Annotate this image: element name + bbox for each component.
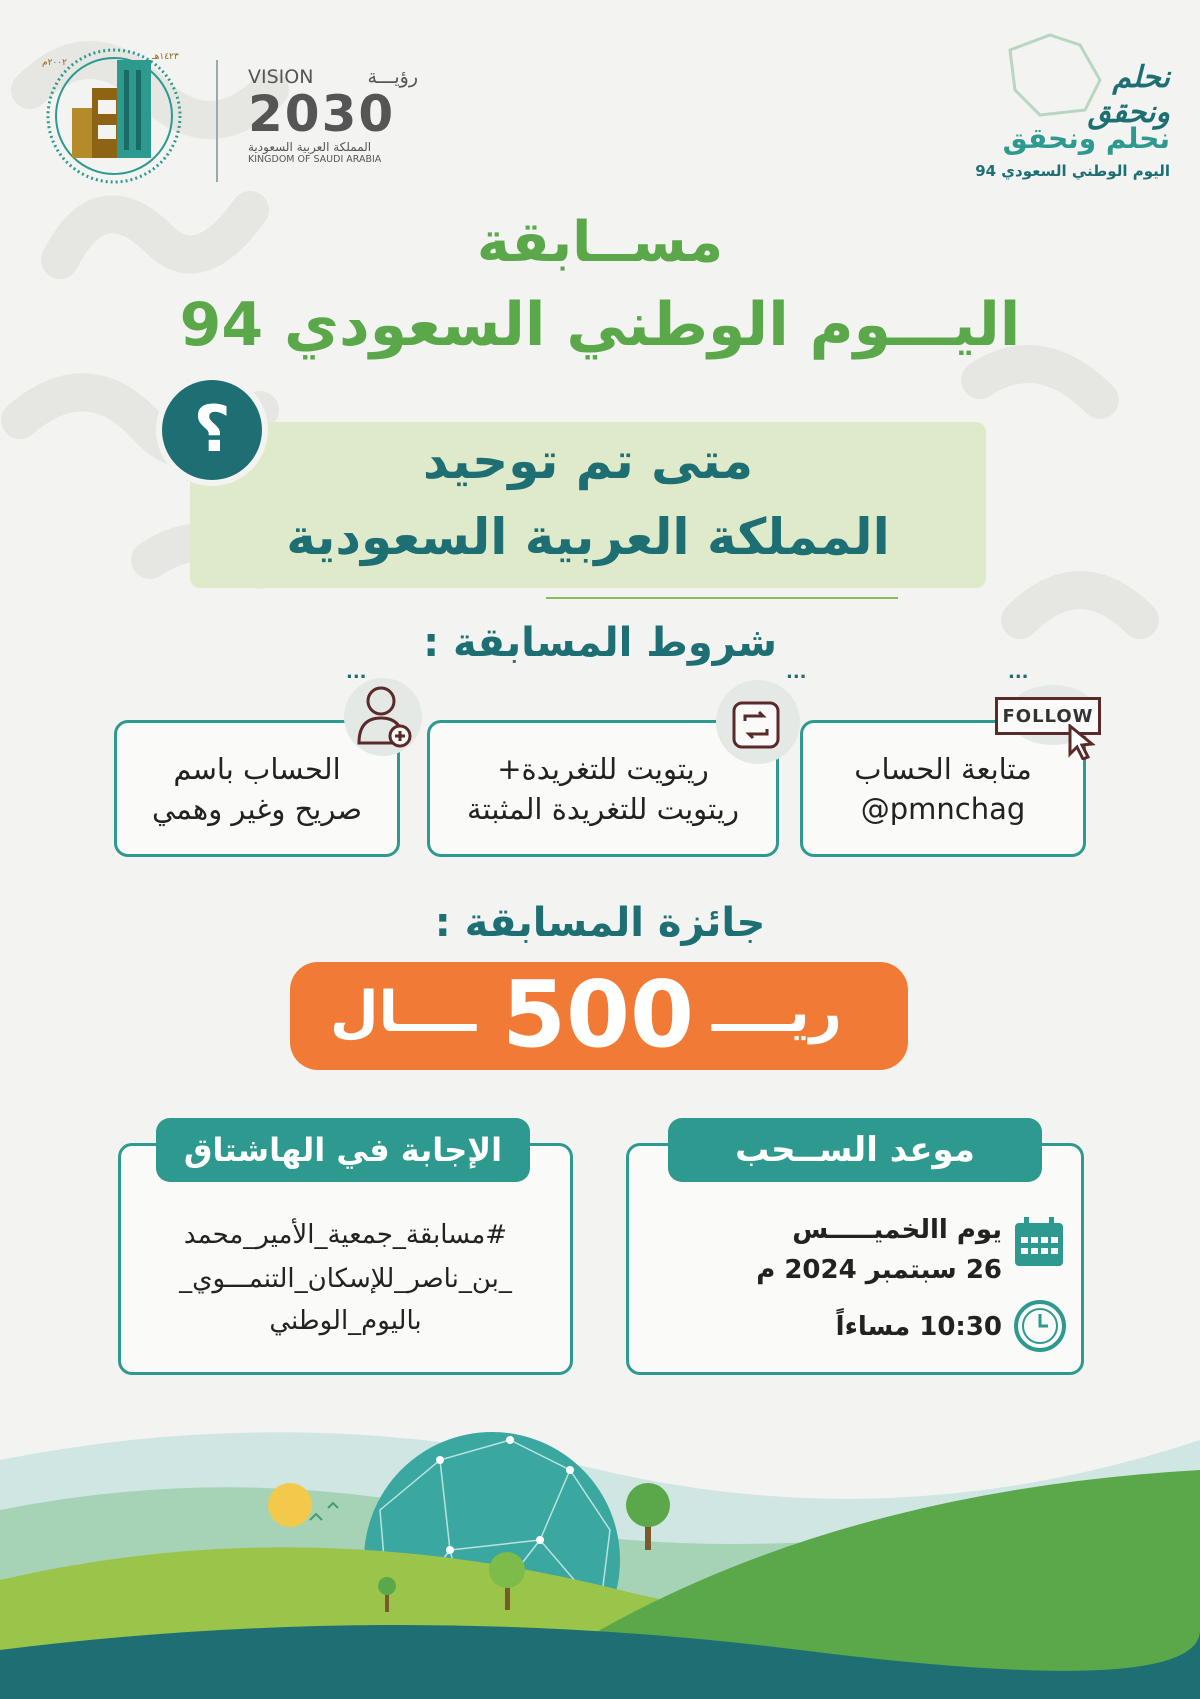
landscape-illustration <box>0 1400 1200 1699</box>
condition-1-line1: متابعة الحساب <box>854 752 1032 786</box>
condition-3-line1: الحساب باسم <box>173 752 341 786</box>
hashtag-line2: _بن_ناصر_للإسكان_التنمـــوي_ <box>179 1264 512 1294</box>
prize-currency-right: ريــــ <box>712 980 842 1045</box>
hashtag-line3: باليوم_الوطني <box>269 1306 422 1336</box>
calendar-icon <box>1012 1215 1066 1269</box>
condition-1-line2: @pmnchag <box>860 792 1026 826</box>
vision-en: VISION <box>248 66 314 88</box>
question-mark-icon: ؟ <box>162 380 262 480</box>
draw-day: يوم االخميـــــس <box>792 1215 1002 1245</box>
condition-2-line1: ريتويت للتغريدة+ <box>497 752 709 786</box>
vision-ar: رؤيـــة <box>367 66 418 88</box>
retweet-icon <box>731 700 781 750</box>
draw-label: موعد الســحب <box>668 1118 1042 1182</box>
follow-icon: FOLLOW <box>995 697 1101 735</box>
vision-2030-logo <box>248 66 418 186</box>
national-day-logo <box>950 30 1170 190</box>
header-divider <box>216 60 218 182</box>
question-line2: المملكة العربية السعودية <box>286 508 890 566</box>
hashtag-label: الإجابة في الهاشتاق <box>156 1118 530 1182</box>
vision-ar-country: المملكة العربية السعودية <box>248 140 372 154</box>
sun-icon <box>268 1483 312 1527</box>
vision-en-country: KINGDOM OF SAUDI ARABIA <box>248 154 382 165</box>
logo-title: نحلم ونحقق <box>1002 122 1170 155</box>
emblem-year-gregorian: ١٤٢٣هـ <box>152 52 179 62</box>
add-user-icon <box>355 683 413 753</box>
condition-dots-3: ... <box>346 662 367 683</box>
association-emblem <box>32 30 197 195</box>
vision-year: 2030 <box>248 85 396 143</box>
condition-3-line2: صريح وغير وهمي <box>151 792 362 826</box>
title-line2: اليـــوم الوطني السعودي 94 <box>179 290 1021 360</box>
question-line1: متى تم توحيد <box>422 432 754 490</box>
draw-time: 10:30 مساءاً <box>835 1312 1002 1342</box>
prize-currency-left: ــــال <box>330 980 477 1045</box>
logo-subtitle: اليوم الوطني السعودي 94 <box>975 162 1170 180</box>
conditions-heading: شروط المسابقة : <box>423 620 777 666</box>
hashtag-line1: #مسابقة_جمعية_الأمير_محمد <box>183 1220 508 1250</box>
clock-icon <box>1012 1298 1068 1354</box>
condition-2-line2: ريتويت للتغريدة المثبتة <box>467 792 739 826</box>
emblem-year-hijri: ٢٠٠٢م <box>42 58 67 68</box>
prize-amount: 500 <box>501 961 695 1068</box>
prize-heading: جائزة المسابقة : <box>434 900 766 946</box>
condition-dots-1: ... <box>1008 662 1029 683</box>
logo-script: نحلم ونحقق <box>1087 60 1170 130</box>
draw-date: 26 سبتمبر 2024 م <box>756 1255 1002 1285</box>
title-line1: مســابقة <box>476 210 724 275</box>
question-underline <box>546 597 898 599</box>
condition-dots-2: ... <box>786 662 807 683</box>
